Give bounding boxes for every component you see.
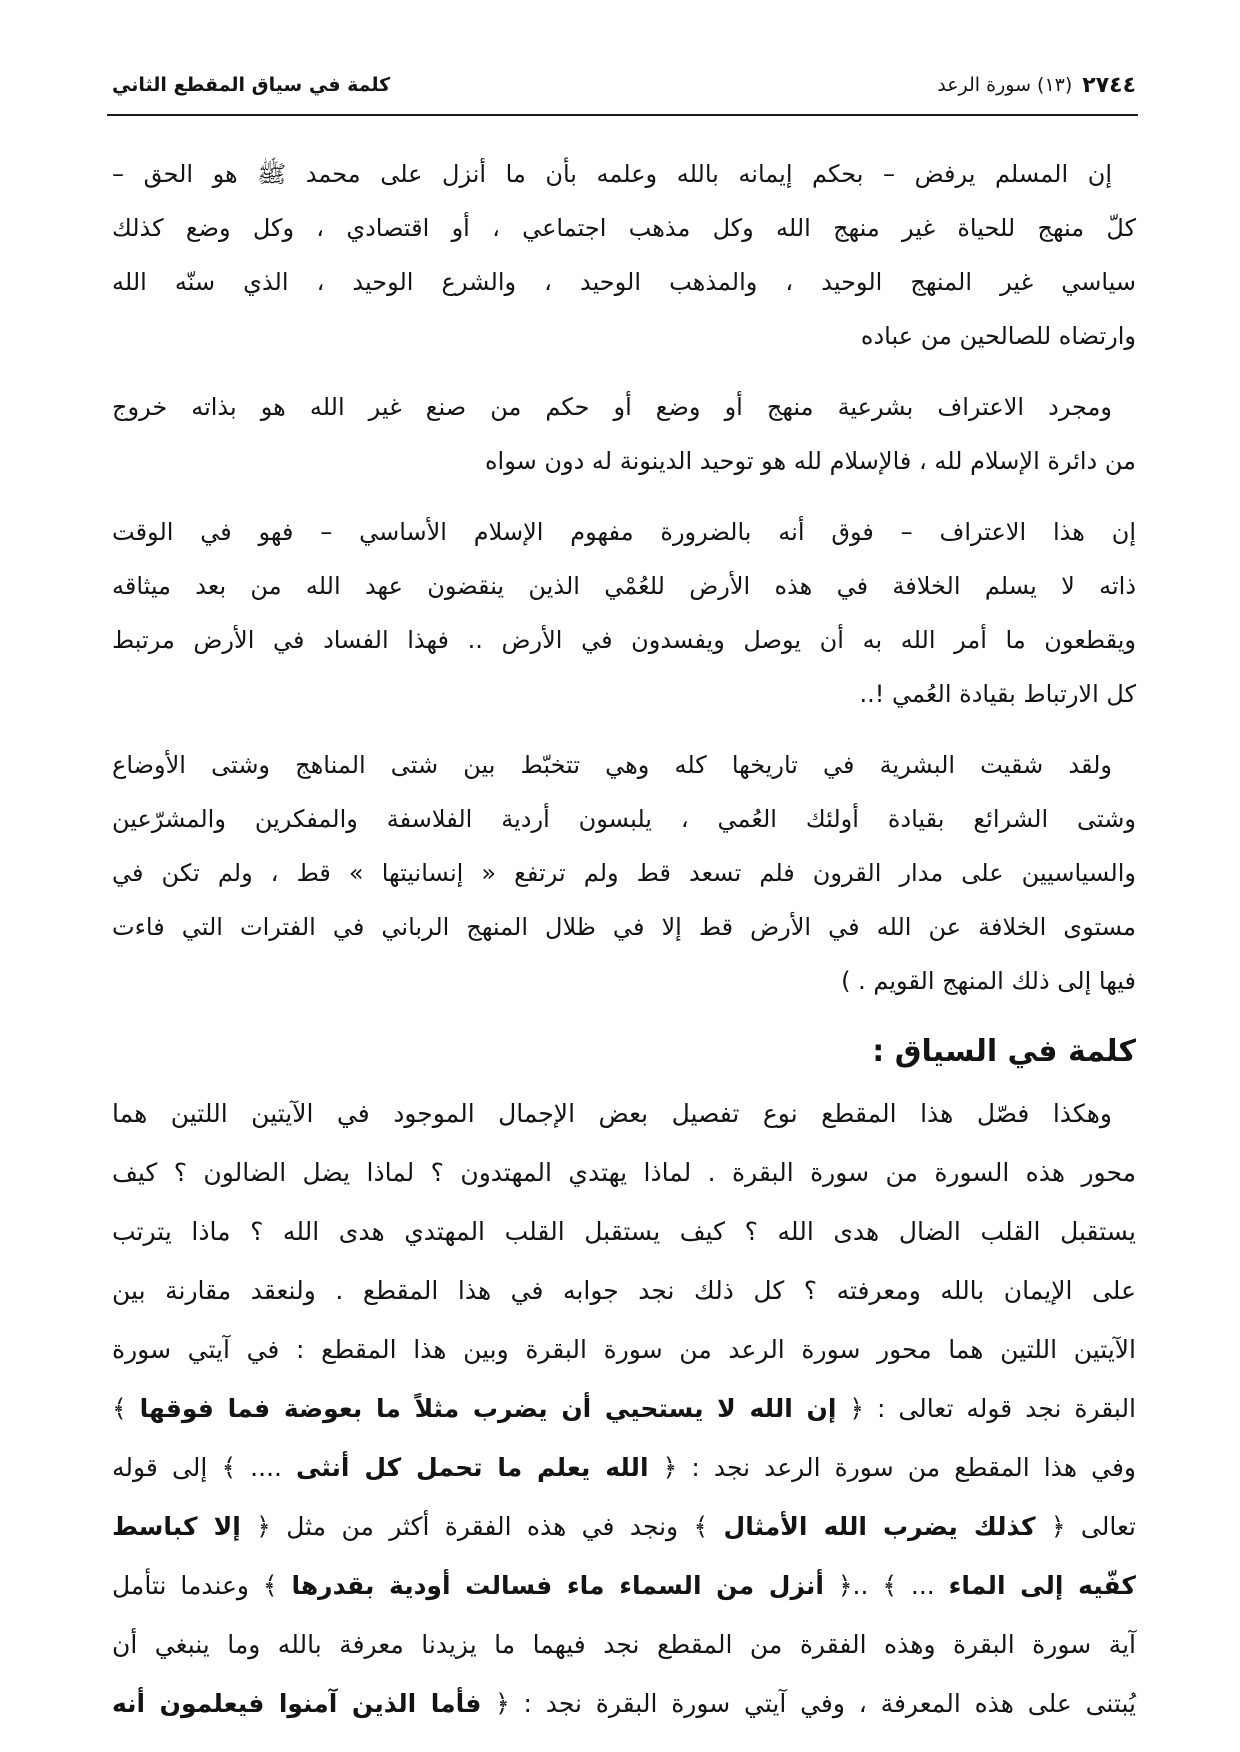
text-line <box>112 1674 1136 1733</box>
text-line: ويقطعون ما أمر الله به أن يوصل ويفسدون في الأرض .. فهذا الفساد في الأرض مرتبط <box>112 626 1136 654</box>
text-line: والسياسيين على مدار القرون فلم تسعد قط ولم ترتفع « إنسانيتها » قط ، ولم تكن في <box>112 859 1136 887</box>
running-title: كلمة في سياق المقطع الثاني <box>112 74 391 96</box>
text-line: ومجرد الاعتراف بشرعية منهج أو وضع أو حكم من صنع غير الله هو بذاته خروج <box>112 393 1112 421</box>
text-line <box>112 1497 1136 1556</box>
text-line: ذاته لا يسلم الخلافة في هذه الأرض للعُمْي الذين ينقضون عهد الله من بعد ميثاقه <box>112 572 1136 600</box>
text-line: كل الارتباط بقيادة العُمي !.. <box>859 680 1136 708</box>
text-segment: ﴾ وعندما نتأمل <box>112 1571 292 1600</box>
text-line: وشتى الشرائع بقيادة أولئك العُمي ، يلبسون أردية الفلاسفة والمفكرين والمشرّعين <box>112 805 1136 833</box>
quote-paragraph <box>112 147 1136 363</box>
text-line: إن المسلم يرفض – بحكم إيمانه بالله وعلمه بأن ما أنزل على محمد ﷺ هو الحق – <box>112 160 1112 188</box>
text-line: ولقد شقيت البشرية في تاريخها كله وهي تتخبّط بين شتى المناهج وشتى الأوضاع <box>112 751 1112 779</box>
quote-paragraph <box>112 505 1136 721</box>
text-segment: ﴾ ونجد في هذه الفقرة أكثر من مثل ﴿ <box>240 1512 724 1541</box>
text-segment: البقرة نجد قوله تعالى : ﴿ <box>836 1394 1137 1423</box>
quran-verse: إلا كباسط <box>112 1512 241 1541</box>
text-line: وهكذا فصّل هذا المقطع نوع تفصيل بعض الإجمال الموجود في الآيتين اللتين هما <box>112 1099 1112 1128</box>
text-line: مستوى الخلافة عن الله في الأرض قط إلا في ظلال المنهج الرباني في الفترات التي فاءت <box>112 913 1136 941</box>
quran-verse: إن الله لا يستحيي أن يضرب مثلاً ما بعوضة فما فوقها <box>139 1394 837 1423</box>
text-segment: وفي هذا المقطع من سورة الرعد نجد : ﴿ <box>648 1453 1136 1482</box>
text-segment: .... ﴾ إلى قوله <box>112 1453 297 1482</box>
quran-verse: كذلك يضرب الله الأمثال <box>723 1512 1036 1541</box>
text-line: يستقبل القلب الضال هدى الله ؟ كيف يستقبل القلب المهتدي هدى الله ؟ ماذا يترتب <box>112 1217 1136 1246</box>
text-line: كلّ منهج للحياة غير منهج الله وكل مذهب اجتماعي ، أو اقتصادي ، وكل وضع كذلك <box>112 214 1136 242</box>
page-number: ٢٧٤٤ <box>1082 72 1136 98</box>
text-segment: ﴾ <box>112 1394 140 1423</box>
section-heading: كلمة في السياق : <box>872 1034 1136 1069</box>
quote-paragraph <box>112 380 1136 488</box>
surah-label: (١٣) سورة الرعد <box>937 74 1073 96</box>
text-segment: تعالى ﴿ <box>1035 1512 1136 1541</box>
text-line: من دائرة الإسلام لله ، فالإسلام لله هو توحيد الدينونة له دون سواه <box>484 447 1136 475</box>
text-line: آية سورة البقرة وهذه الفقرة من المقطع نجد فيهما ما يزيدنا معرفة بالله وما ينبغي أن <box>112 1630 1136 1659</box>
text-segment: يُبتنى على هذه المعرفة ، وفي آيتي سورة البقرة نجد : ﴿ <box>481 1689 1136 1718</box>
page-info <box>937 73 1136 98</box>
text-line: محور هذه السورة من سورة البقرة . لماذا يهتدي المهتدون ؟ لماذا يضل الضالون ؟ كيف <box>112 1158 1136 1187</box>
text-line: سياسي غير المنهج الوحيد ، والمذهب الوحيد ، والشرع الوحيد ، الذي سنّه الله <box>112 268 1136 296</box>
text-segment: ... ﴾ ..﴿ <box>824 1571 949 1600</box>
quran-verse: فأما الذين آمنوا فيعلمون أنه <box>112 1689 482 1718</box>
text-line: فيها إلى ذلك المنهج القويم . ) <box>841 967 1136 995</box>
quran-verse: أنزل من السماء ماء فسالت أودية بقدرها <box>291 1571 824 1600</box>
text-line: إن هذا الاعتراف – فوق أنه بالضرورة مفهوم الإسلام الأساسي – فهو في الوقت <box>112 518 1136 546</box>
text-line <box>112 1379 1136 1438</box>
commentary-paragraph <box>112 1084 1136 1733</box>
text-line: وارتضاه للصالحين من عباده <box>860 322 1136 350</box>
quran-verse: الله يعلم ما تحمل كل أنثى <box>296 1453 649 1482</box>
quran-verse: كفّيه إلى الماء <box>948 1571 1136 1600</box>
text-line: على الإيمان بالله ومعرفته ؟ كل ذلك نجد جوابه في هذا المقطع . ولنعقد مقارنة بين <box>112 1276 1136 1305</box>
text-line <box>112 1556 1136 1615</box>
header-rule <box>107 114 1138 116</box>
quote-paragraph <box>112 738 1136 1008</box>
text-line <box>112 1438 1136 1497</box>
running-header <box>112 64 1136 106</box>
text-line: الآيتين اللتين هما محور سورة الرعد من سورة البقرة وبين هذا المقطع : في آيتي سورة <box>112 1335 1136 1364</box>
